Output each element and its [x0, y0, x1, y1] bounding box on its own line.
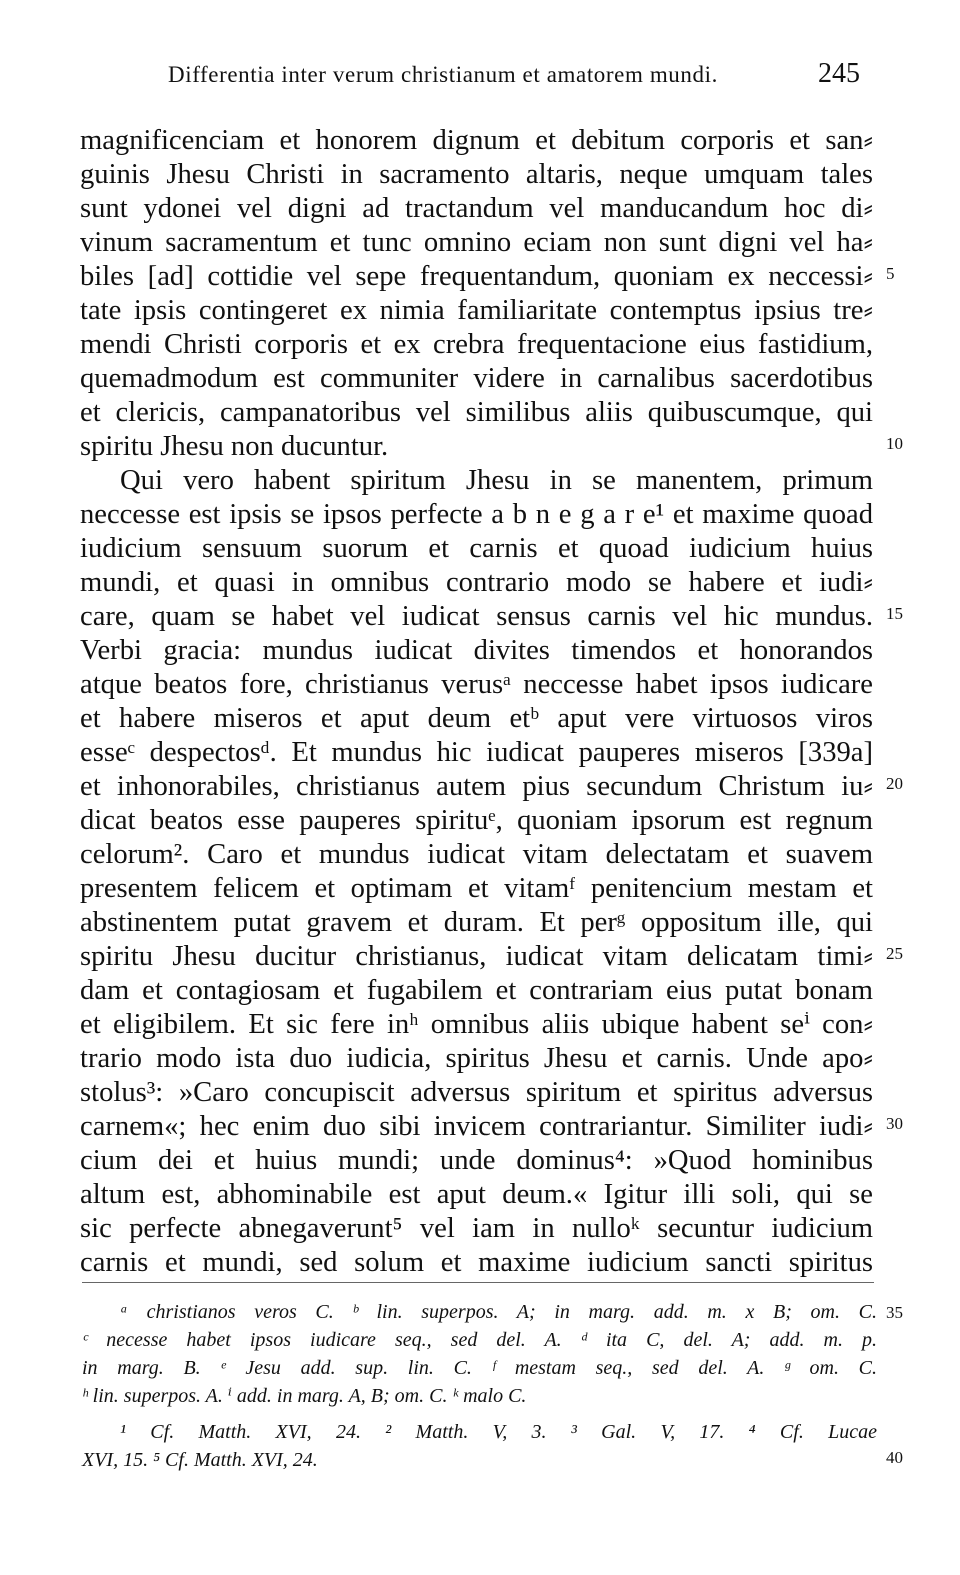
page-number: 245 — [818, 58, 860, 89]
text-line: Qui vero habent spiritum Jhesu in se manentem, primum — [120, 465, 873, 496]
text-line: et clericis, campanatoribus vel similibus aliis quibuscumque, qui — [80, 397, 873, 428]
text-line: stolus³: »Caro concupiscit adversus spiritum et spiritus adversus — [80, 1077, 873, 1108]
text-line: carnem«; hec enim duo sibi invicem contrariantur. Similiter iudi⸗ — [80, 1111, 873, 1142]
text-line: trario modo ista duo iudicia, spiritus Jhesu et carnis. Unde apo⸗ — [80, 1043, 873, 1074]
text-line: quemadmodum est communiter videre in carnalibus sacerdotibus — [80, 363, 873, 394]
text-line: abstinentem putat gravem et duram. Et perᵍ oppositum ille, qui — [80, 907, 873, 938]
text-line: care, quam se habet vel iudicat sensus carnis vel hic mundus. — [80, 601, 873, 632]
text-line: iudicium sensuum suorum et carnis et quoad iudicium huius — [80, 533, 873, 564]
text-line: sic perfecte abnegaverunt⁵ vel iam in nulloᵏ secuntur iudicium — [80, 1213, 873, 1244]
text-line: presentem felicem et optimam et vitamᶠ penitencium mestam et — [80, 873, 873, 904]
text-line: biles [ad] cottidie vel sepe frequentandum, quoniam ex neccessi⸗ — [80, 261, 873, 292]
line-number: 10 — [886, 434, 903, 453]
text-line: mendi Christi corporis et ex crebra frequentacione eius fastidium, — [80, 329, 873, 360]
text-line: dicat beatos esse pauperes spirituᵉ, quoniam ipsorum est regnum — [80, 805, 873, 836]
text-line: vinum sacramentum et tunc omnino eciam non sunt digni vel ha⸗ — [80, 227, 873, 258]
text-line: mundi, et quasi in omnibus contrario modo se habere et iudi⸗ — [80, 567, 873, 598]
line-number: 15 — [886, 604, 903, 623]
text-line: guinis Jhesu Christi in sacramento altaris, neque umquam tales — [80, 159, 873, 190]
text-line: altum est, abhominabile est aput deum.« Igitur illi soli, qui se — [80, 1179, 873, 1210]
text-line: esseᶜ despectosᵈ. Et mundus hic iudicat pauperes miseros [339a] — [80, 737, 873, 768]
text-line: et inhonorabiles, christianus autem pius secundum Christum iu⸗ — [80, 771, 873, 802]
apparatus-note: ᶜ necesse habet ipsos iudicare seq., sed del. A. ᵈ ita C, del. A; add. m. p. — [82, 1329, 877, 1351]
line-number: 25 — [886, 944, 903, 963]
main-text — [80, 124, 873, 1280]
text-line: dam et contagiosam et fugabilem et contrariam eius putat bonam — [80, 975, 873, 1006]
text-line: et eligibilem. Et sic fere inʰ omnibus aliis ubique habent seⁱ con⸗ — [80, 1009, 873, 1040]
text-line: cium dei et huius mundi; unde dominus⁴: »Quod hominibus — [80, 1145, 873, 1176]
line-number: 40 — [886, 1448, 903, 1467]
footnotes — [82, 1298, 877, 1474]
text-line: tate ipsis contingeret ex nimia familiaritate contemptus ipsius tre⸗ — [80, 295, 873, 326]
apparatus-note: ᵃ christianos veros C. ᵇ lin. superpos. A; in marg. add. m. x B; om. C. — [120, 1301, 877, 1323]
text-line: carnis et mundi, sed solum et maxime iudicium sancti spiritus — [80, 1247, 873, 1278]
line-number: 35 — [886, 1303, 903, 1322]
text-line: et habere miseros et aput deum etᵇ aput vere virtuosos viros — [80, 703, 873, 734]
line-number: 30 — [886, 1114, 903, 1133]
text-line: spiritu Jhesu non ducuntur. — [80, 431, 389, 462]
text-line: neccesse est ipsis se ipsos perfecte a b n e g a r e¹ et maxime quoad — [80, 499, 873, 530]
text-line: Verbi gracia: mundus iudicat divites timendos et honorandos — [80, 635, 873, 666]
text-line: celorum². Caro et mundus iudicat vitam delectatam et suavem — [80, 839, 873, 870]
text-line: magnificenciam et honorem dignum et debitum corporis et san⸗ — [80, 125, 873, 156]
text-line: sunt ydonei vel digni ad tractandum vel manducandum hoc di⸗ — [80, 193, 873, 224]
running-title: Differentia inter verum christianum et amatorem mundi. — [168, 62, 718, 87]
source-note: ¹ Cf. Matth. XVI, 24. ² Matth. V, 3. ³ Gal. V, 17. ⁴ Cf. Lucae — [120, 1421, 877, 1443]
apparatus-note: ʰ lin. superpos. A. ⁱ add. in marg. A, B; om. C. ᵏ malo C. — [82, 1385, 527, 1407]
text-line: spiritu Jhesu ducitur christianus, iudicat vitam delicatam timi⸗ — [80, 941, 873, 972]
text-line: atque beatos fore, christianus verusᵃ neccesse habet ipsos iudicare — [80, 669, 873, 700]
line-number: 20 — [886, 774, 903, 793]
footnote-rule — [82, 1282, 874, 1283]
line-number: 5 — [886, 264, 895, 283]
source-note: XVI, 15. ⁵ Cf. Matth. XVI, 24. — [82, 1449, 318, 1471]
apparatus-note: in marg. B. ᵉ Jesu add. sup. lin. C. ᶠ mestam seq., sed del. A. ᵍ om. C. — [82, 1357, 877, 1379]
